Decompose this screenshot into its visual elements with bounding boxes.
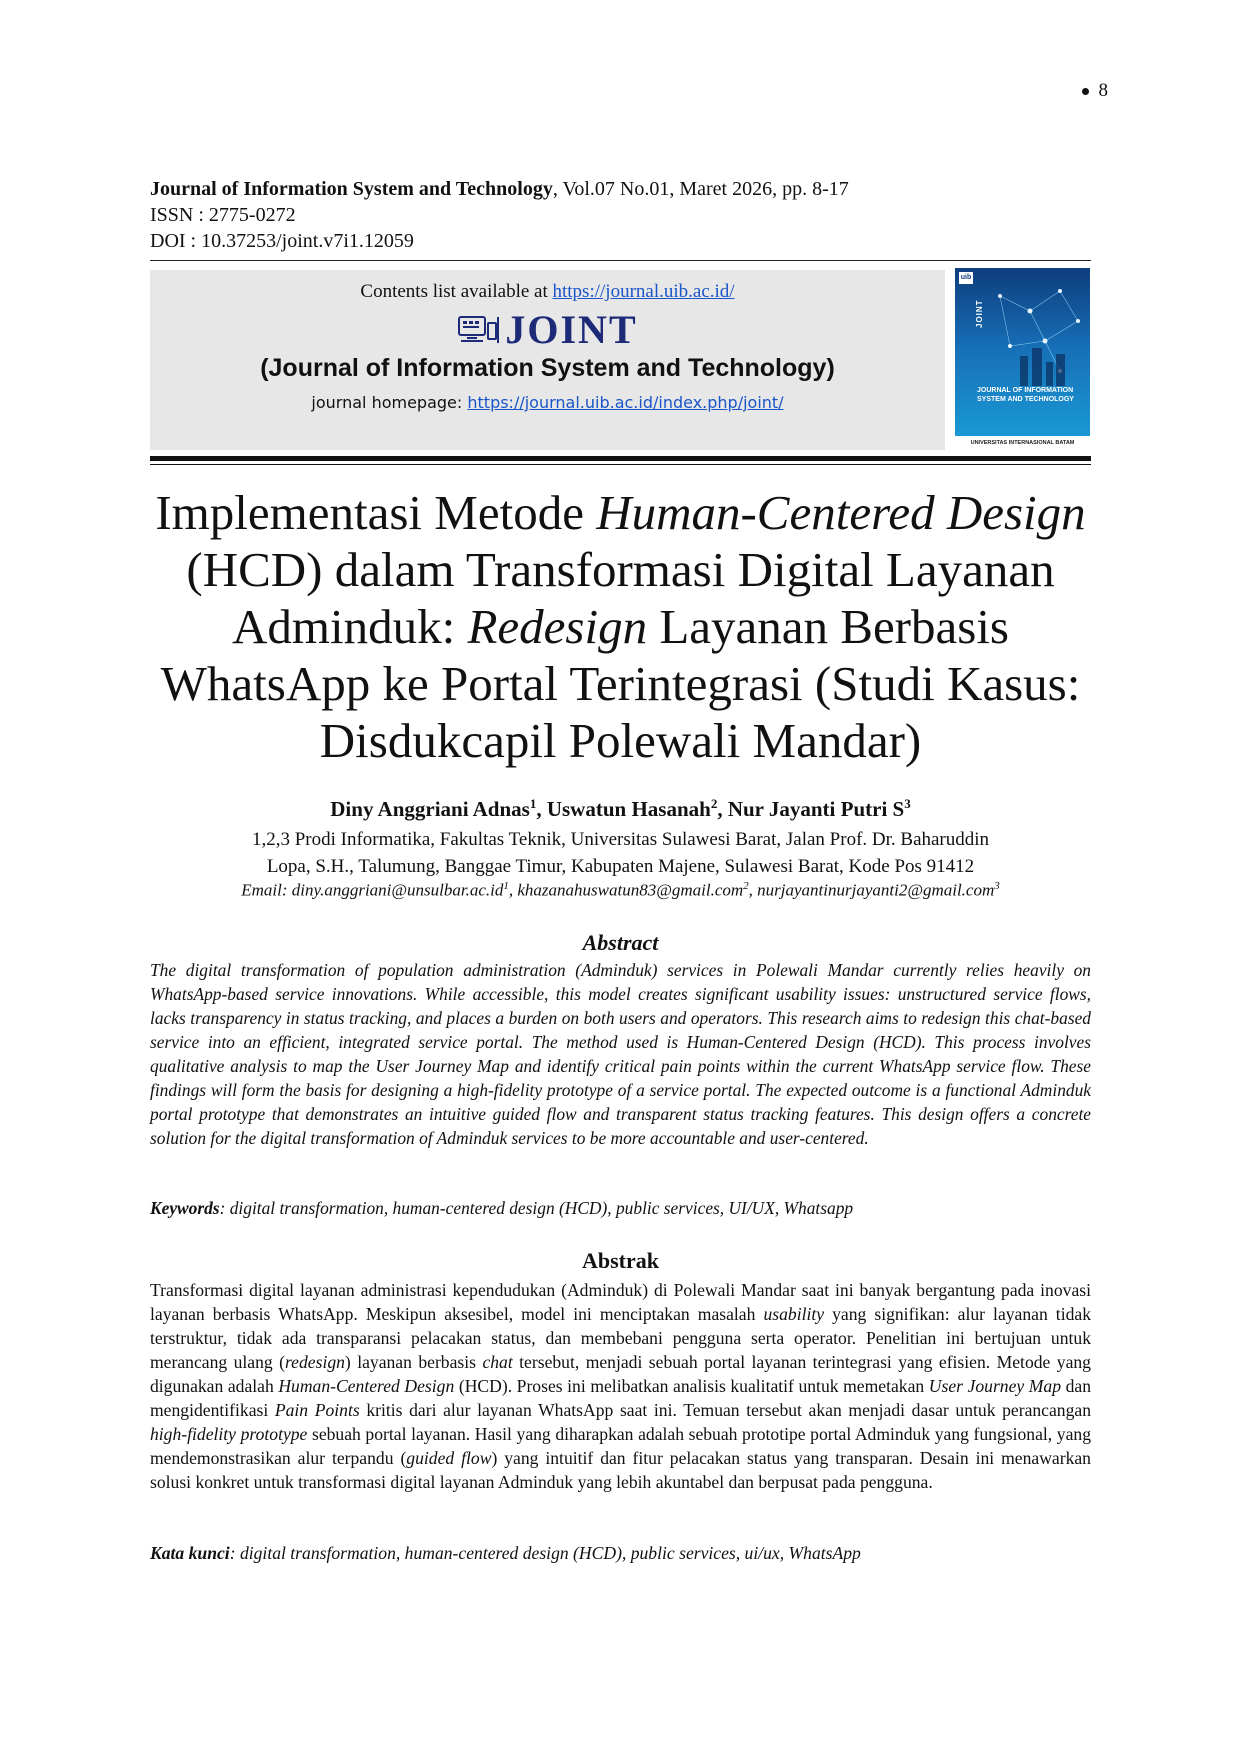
joint-logo (150, 307, 945, 352)
keywords: Keywords: digital transformation, human-centered design (HCD), public services, UI/UX, Whatsapp (150, 1198, 854, 1218)
contents-availability: Contents list available at https://journal.uib.ac.id/ (360, 281, 735, 302)
journal-citation: , Vol.07 No.01, Maret 2026, pp. 8-17 (552, 178, 849, 200)
joint-wordmark: JOINT (505, 307, 638, 352)
kata-kunci: Kata kunci: digital transformation, human-centered design (HCD), public services, ui/ux, WhatsApp (150, 1543, 861, 1563)
computer-logo-icon (457, 315, 499, 345)
cover-spine-label: JOINT (975, 299, 984, 328)
paper-title: Implementasi Metode Human-Centered Design (HCD) dalam Transformasi Digital Layanan Adminduk: Redesign Layanan Berbasis WhatsApp ke Portal Terintegrasi (Studi Kasus: Disdukcapil Polewali Mandar) (155, 485, 1086, 768)
network-illustration-icon (990, 276, 1086, 386)
journal-name: Journal of Information System and Technology (150, 178, 553, 200)
banner-divider-thin (150, 464, 1091, 465)
header-divider (150, 260, 1091, 261)
journal-homepage: journal homepage: https://journal.uib.ac.id/index.php/joint/ (311, 393, 784, 412)
homepage-link[interactable]: https://journal.uib.ac.id/index.php/joint/ (467, 393, 784, 412)
journal-banner (150, 270, 945, 450)
uib-badge: uib (959, 272, 973, 284)
journal-full-name: (Journal of Information System and Technology) (260, 354, 835, 382)
affiliation: 1,2,3 Prodi Informatika, Fakultas Teknik, Universitas Sulawesi Barat, Jalan Prof. Dr. Baharuddin Lopa, S.H., Talumung, Banggae Timur, Kabupaten Majene, Sulawesi Barat, Kode Pos 91412 (251, 829, 990, 877)
cover-footer: UNIVERSITAS INTERNASIONAL BATAM (955, 436, 1090, 450)
abstract-heading: Abstract (582, 930, 659, 955)
cover-title: JOURNAL OF INFORMATION SYSTEM AND TECHNOLOGY (977, 387, 1074, 403)
citation-line (150, 176, 849, 202)
journal-info (150, 176, 849, 254)
abstrak-heading: Abstrak (581, 1248, 659, 1273)
abstrak-body: Transformasi digital layanan administrasi kependudukan (Adminduk) di Polewali Mandar saat ini banyak bergantung pada inovasi layanan berbasis WhatsApp. Meskipun aksesibel, model ini menciptakan masalah usability yang signifikan: alur layanan tidak terstruktur, tidak ada transparansi pelacakan status, dan membebani pengguna serta operator. Penelitian ini bertujuan untuk merancang ulang (redesign) layanan berbasis chat tersebut, menjadi sebuah portal layanan terintegrasi yang efisien. Metode yang digunakan adalah Human-Centered Design (HCD). Proses ini melibatkan analisis kualitatif untuk memetakan User Journey Map dan mengidentifikasi Pain Points kritis dari alur layanan WhatsApp saat ini. Temuan tersebut akan menjadi dasar untuk perancangan high-fidelity prototype sebuah portal layanan. Hasil yang diharapkan adalah sebuah prototipe portal Adminduk yang fungsional, yang mendemonstrasikan alur terpandu (guided flow) yang intuitif dan fitur pelacakan status yang transparan. Desain ini menawarkan solusi konkret untuk transformasi digital layanan Adminduk yang lebih akuntabel dan berpusat pada pengguna. (150, 1280, 1092, 1492)
banner-divider-thick (150, 456, 1091, 461)
issn: ISSN : 2775-0272 (150, 204, 296, 226)
contents-link[interactable]: https://journal.uib.ac.id/ (552, 281, 735, 302)
author-emails: Email: $diny.anggriani@unsulbar.ac.id^1$, khazanahuswatun83@gmail.com$^2$, nurjayantinurjayanti2@gmail.com$^3$ (241, 880, 1000, 900)
page-number: 8 (1082, 80, 1109, 102)
doi: DOI : 10.37253/joint.v7i1.12059 (150, 230, 414, 252)
bullet-icon (1082, 88, 1089, 95)
abstract-body: The digital transformation of population administration (Adminduk) services in Polewali Mandar currently relies heavily on WhatsApp-based service innovations. While accessible, this model creates significant usability issues: unstructured service flows, lacks transparency in status tracking, and places a burden on both users and operators. This research aims to redesign this chat-based service into an efficient, integrated service portal. The method used is Human-Centered Design (HCD). This process involves qualitative analysis to map the User Journey Map and identify critical pain points within the current WhatsApp service flow. These findings will form the basis for designing a high-fidelity prototype of a service portal. The expected outcome is a functional Adminduk portal prototype that demonstrates an intuitive guided flow and transparent status tracking features. This design offers a concrete solution for the digital transformation of Adminduk services to be more accountable and user-centered. (150, 960, 1091, 1148)
author-list: Diny Anggriani Adnas$^1$, Uswatun Hasanah$^2$, Nur Jayanti Putri $S^3$ (330, 796, 911, 821)
journal-cover-image (955, 268, 1090, 450)
